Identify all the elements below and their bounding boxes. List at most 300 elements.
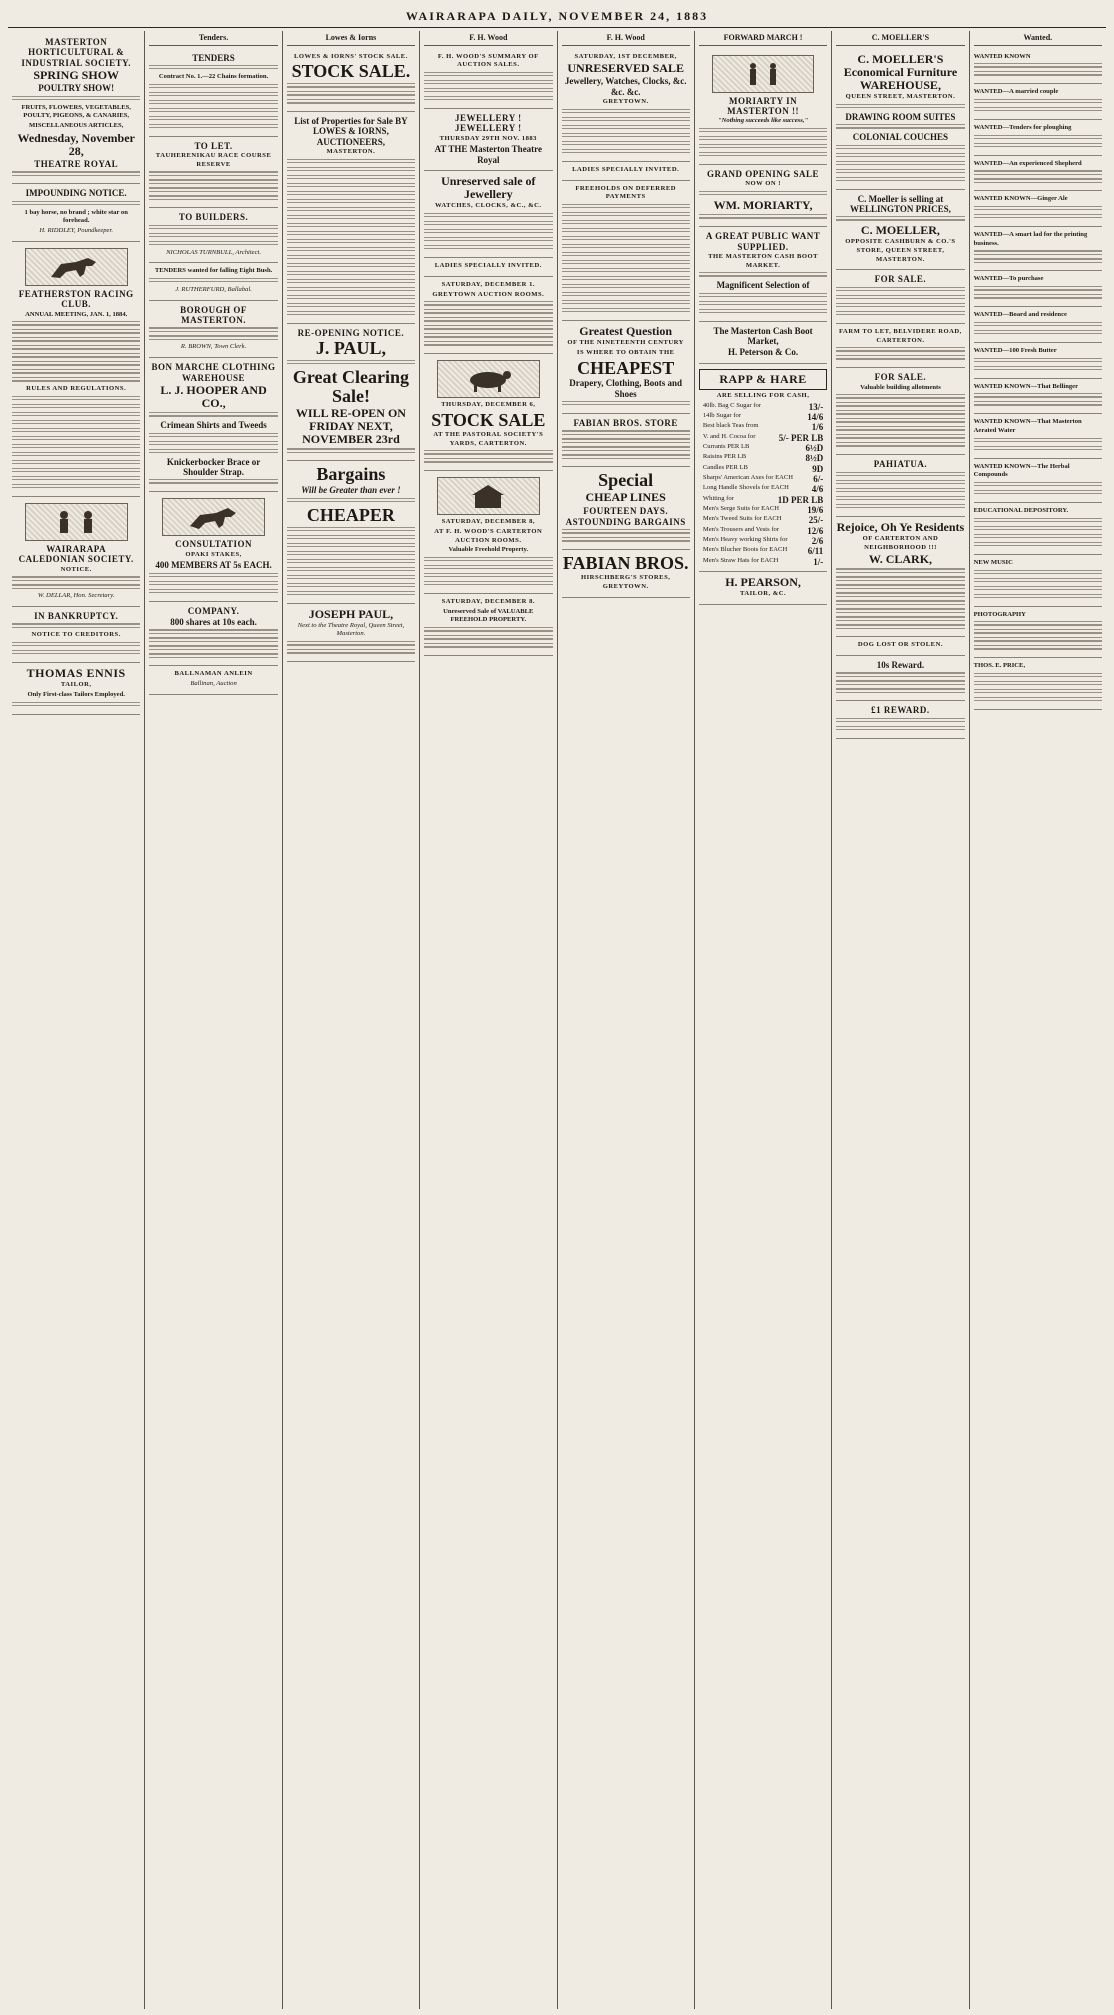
ad-sub: THE MASTERTON CASH BOOT MARKET.: [708, 252, 819, 269]
ad-title: Unreserved sale of Jewellery: [441, 174, 536, 202]
ad-title: WANTED KNOWN—That Bellinger: [973, 382, 1079, 390]
ad-title: LADIES SPECIALLY INVITED.: [572, 165, 680, 173]
text-lines: [836, 410, 964, 416]
text-lines: [287, 641, 415, 647]
text-lines: [12, 476, 140, 482]
text-lines: [836, 434, 964, 440]
text-lines: [12, 436, 140, 442]
text-lines: [12, 396, 140, 402]
text-lines: [12, 96, 140, 102]
ad-body: Only First-class Tailors Employed.: [27, 690, 125, 698]
ad-extra: WILL RE-OPEN ON FRIDAY NEXT, NOVEMBER 23rd: [295, 405, 406, 447]
price-row: [699, 412, 827, 422]
ad-big: L. J. HOOPER AND CO.,: [160, 382, 267, 411]
text-lines: [836, 402, 964, 408]
text-lines: [562, 204, 690, 210]
text-lines: [836, 600, 964, 606]
text-lines: [974, 570, 1102, 576]
text-lines: [562, 276, 690, 282]
joseph-paul-ad: [287, 604, 415, 663]
ad-title: FOR SALE.: [874, 274, 927, 285]
text-lines: [287, 83, 415, 89]
ad-big: CHEAPER: [306, 504, 395, 525]
masthead: [8, 6, 1106, 28]
text-lines: [836, 426, 964, 432]
ad-title: WANTED—Tenders for ploughing: [973, 123, 1072, 131]
ad-title: FARM TO LET, BELVIDERE ROAD, CARTERTON.: [839, 327, 962, 344]
text-lines: [149, 581, 277, 587]
thursday-stock-sale-ad: [424, 354, 552, 471]
price-row: [699, 495, 827, 505]
ad-title: DOG LOST OR STOLEN.: [857, 641, 943, 649]
text-lines: [562, 300, 690, 306]
column-header: C. MOELLER'S: [836, 33, 964, 46]
ad-big: C. MOELLER,: [860, 223, 940, 238]
text-lines: [836, 568, 964, 574]
text-lines: [562, 401, 690, 407]
column-5: [558, 31, 695, 2009]
wanted-ad: [974, 307, 1102, 343]
ad-body: AT THE Masterton Theatre Royal: [434, 144, 543, 165]
text-lines: [836, 504, 964, 510]
price-value: 1/-: [813, 556, 824, 567]
text-lines: [12, 345, 140, 351]
text-lines: [149, 65, 277, 71]
pearson-tailor-ad: [699, 572, 827, 605]
column-6: [695, 31, 832, 2009]
ad-sign: NICHOLAS TURNBULL, Architect.: [166, 248, 261, 256]
wanted-list: [974, 49, 1102, 710]
text-lines: [424, 333, 552, 339]
text-lines: [836, 124, 964, 130]
ad-title: WAIRARAPA CALEDONIAN SOCIETY.: [18, 543, 134, 565]
text-lines: [974, 143, 1102, 149]
text-lines: [287, 311, 415, 317]
ad-body: RULES AND REGULATIONS.: [26, 385, 127, 393]
price-row: [699, 536, 827, 546]
ad-sub: NOTICE.: [60, 565, 92, 573]
text-lines: [699, 272, 827, 278]
unreserved-sale-ad: [562, 49, 690, 162]
text-lines: [149, 124, 277, 130]
text-lines: [12, 412, 140, 418]
price-row: [699, 484, 827, 494]
ad-sub: NOW ON !: [745, 180, 781, 188]
text-lines: [149, 100, 277, 106]
bankruptcy-notice-ad: [12, 607, 140, 663]
text-lines: [699, 136, 827, 142]
ad-title: MASTERTON HORTICULTURAL & INDUSTRIAL SOCIETY.: [21, 37, 132, 68]
price-row: [699, 433, 827, 443]
ad-sub: Jewellery, Watches, Clocks, &c. &c. &c.: [564, 76, 687, 97]
text-lines: [699, 152, 827, 158]
ad-title: FEATHERSTON RACING CLUB.: [18, 288, 134, 310]
column-1: [8, 31, 145, 2009]
price-row: [699, 505, 827, 515]
ad-title: WANTED—Board and residence: [973, 311, 1067, 319]
highland-figures-illustration: [25, 503, 128, 541]
price-value: 9D: [812, 463, 824, 474]
ladies-invited-ad: [424, 258, 552, 277]
text-lines: [562, 236, 690, 242]
ad-title: FABIAN BROS. STORE: [573, 418, 678, 429]
text-lines: [287, 215, 415, 221]
text-lines: [562, 252, 690, 258]
text-lines: [149, 327, 277, 333]
text-lines: [562, 537, 690, 543]
price-value: 1D PER LB: [777, 494, 824, 505]
wanted-ad: [974, 156, 1102, 192]
ad-sub: AT THE PASTORAL SOCIETY'S YARDS, CARTERTON.: [433, 430, 544, 447]
text-lines: [149, 573, 277, 579]
text-lines: [287, 543, 415, 549]
text-lines: [699, 301, 827, 307]
wanted-ad: [974, 607, 1102, 659]
ad-title: The Masterton Cash Boot Market,: [713, 325, 813, 346]
text-lines: [12, 377, 140, 383]
wanted-ad: [974, 459, 1102, 503]
auction-notice-ad: [149, 666, 277, 694]
grand-opening-sale-ad: [699, 165, 827, 227]
ad-title: TO BUILDERS.: [178, 212, 249, 223]
text-lines: [424, 643, 552, 649]
ad-title: PAHIATUA.: [873, 459, 928, 470]
ad-sub: TAILOR, &C.: [739, 590, 787, 598]
column-header: Wanted.: [974, 33, 1102, 46]
price-row: [699, 443, 827, 453]
text-lines: [699, 214, 827, 220]
ad-title: A GREAT PUBLIC WANT SUPPLIED.: [705, 231, 821, 252]
greytown-auction-ad: [424, 277, 552, 354]
bargains-ad: [287, 461, 415, 603]
text-lines: [12, 321, 140, 327]
text-lines: [562, 446, 690, 452]
text-lines: [12, 428, 140, 434]
text-lines: [974, 697, 1102, 703]
ad-extra: MISCELLANEOUS ARTICLES,: [29, 121, 124, 129]
ad-title: COMPANY.: [187, 605, 240, 616]
price-item: Raisins PER LB: [702, 453, 747, 461]
text-lines: [836, 216, 964, 222]
ad-title: TENDERS: [192, 52, 235, 63]
text-lines: [149, 92, 277, 98]
text-lines: [424, 213, 552, 219]
ad-title: WANTED—An experienced Shepherd: [973, 159, 1082, 167]
text-lines: [424, 229, 552, 235]
ad-title: SATURDAY, DECEMBER 8,: [441, 518, 536, 526]
rapp-hare-banner: [699, 369, 827, 390]
ad-sub: Ballinan, Auction: [190, 680, 237, 688]
ad-sub: "Nothing succeeds like success,": [718, 117, 809, 125]
ad-big: 800 shares at 10s each.: [170, 617, 257, 628]
ad-title: TO LET.: [194, 140, 233, 151]
ad-body: TAUHERENIKAU RACE COURSE RESERVE: [155, 151, 272, 168]
ad-title: WANTED KNOWN—That Masterton Aerated Water: [973, 418, 1082, 434]
text-lines: [12, 420, 140, 426]
ad-sub: CHEAP LINES: [585, 490, 666, 505]
ad-title: CONSULTATION: [175, 539, 252, 550]
text-lines: [974, 673, 1102, 679]
text-lines: [562, 454, 690, 460]
text-lines: [836, 624, 964, 630]
for-sale-ad-2: [836, 368, 964, 455]
price-value: 19/6: [807, 504, 824, 515]
text-lines: [836, 496, 964, 502]
text-lines: [562, 308, 690, 314]
text-lines: [974, 401, 1102, 407]
moriarty-ad: [699, 49, 827, 165]
text-lines: [424, 80, 552, 86]
bon-marche-ad: [149, 358, 277, 492]
text-lines: [12, 171, 140, 177]
text-lines: [836, 145, 964, 151]
ad-big: DRAWING ROOM SUITES: [845, 111, 956, 122]
price-row: [699, 474, 827, 484]
text-lines: [562, 133, 690, 139]
text-lines: [424, 245, 552, 251]
ad-body: IS WHERE TO OBTAIN THE: [576, 348, 675, 356]
text-lines: [974, 330, 1102, 336]
text-lines: [287, 567, 415, 573]
text-lines: [12, 468, 140, 474]
text-lines: [149, 187, 277, 193]
rapp-hare-ad: [699, 364, 827, 572]
text-lines: [562, 220, 690, 226]
wanted-ad: [974, 343, 1102, 379]
text-lines: [836, 394, 964, 400]
price-value: 25/-: [808, 515, 824, 526]
text-lines: [699, 144, 827, 150]
ad-body: 1 bay horse, no brand ; white star on forehead.: [24, 208, 128, 225]
text-lines: [974, 393, 1102, 399]
price-value: 4/6: [811, 484, 824, 495]
house-illustration: [437, 477, 540, 515]
text-lines: [974, 518, 1102, 524]
text-lines: [424, 565, 552, 571]
ad-big: STOCK SALE.: [291, 61, 411, 82]
price-item: Men's Blucher Boots for EACH: [702, 546, 788, 554]
text-lines: [287, 295, 415, 301]
price-value: 12/6: [807, 525, 824, 536]
price-value: 2/6: [811, 536, 824, 546]
text-lines: [562, 430, 690, 436]
ad-title: Greatest Question: [579, 323, 673, 338]
company-shares-ad: [149, 602, 277, 667]
text-lines: [836, 718, 964, 724]
ad-sub: ANNUAL MEETING, JAN. 1, 1884.: [25, 310, 128, 318]
text-lines: [974, 135, 1102, 141]
freeholds-ad: [562, 181, 690, 321]
ten-shilling-reward-ad: [836, 656, 964, 701]
text-lines: [699, 309, 827, 315]
price-item: Men's Straw Hats for EACH: [702, 556, 779, 564]
text-lines: [836, 303, 964, 309]
ad-title: NEW MUSIC: [973, 558, 1013, 566]
ad-title: FOR SALE.: [874, 372, 927, 383]
ad-big: Magnificent Selection of: [716, 280, 810, 291]
text-lines: [424, 341, 552, 347]
ad-title: C. MOELLER'S Economical Furniture WAREHOUSE,: [843, 51, 958, 92]
fabian-store-ad: [562, 414, 690, 467]
ad-title: C. Moeller is selling at WELLINGTON PRICES,: [850, 193, 951, 214]
text-lines: [974, 358, 1102, 364]
text-lines: [699, 128, 827, 134]
tenders-ad: [149, 49, 277, 137]
properties-for-sale-ad: [287, 112, 415, 324]
rejoice-carterton-ad: [836, 517, 964, 638]
text-lines: [287, 263, 415, 269]
wanted-ad: [974, 503, 1102, 555]
wanted-ad: [974, 271, 1102, 307]
price-item: Currants PER LB: [702, 442, 750, 450]
to-builders-ad: [149, 208, 277, 263]
greatest-question-ad: [562, 321, 690, 414]
text-lines: [836, 592, 964, 598]
text-lines: [287, 167, 415, 173]
text-lines: [974, 63, 1102, 69]
column-header: F. H. Wood: [562, 33, 690, 46]
text-lines: [836, 672, 964, 678]
text-lines: [836, 418, 964, 424]
text-lines: [974, 294, 1102, 300]
text-lines: [974, 689, 1102, 695]
price-value: 13/-: [808, 401, 824, 412]
text-lines: [287, 303, 415, 309]
text-lines: [562, 260, 690, 266]
text-lines: [836, 616, 964, 622]
text-lines: [12, 337, 140, 343]
ad-title: JOSEPH PAUL,: [308, 606, 394, 621]
ad-title: MORIARTY IN MASTERTON !!: [727, 95, 799, 116]
ad-big: 400 MEMBERS AT 5s EACH.: [155, 560, 272, 571]
text-lines: [974, 71, 1102, 77]
price-value: 6/-: [813, 473, 824, 484]
ad-sub: Valuable building allotments: [860, 383, 941, 391]
text-lines: [836, 584, 964, 590]
text-lines: [699, 293, 827, 299]
text-lines: [974, 178, 1102, 184]
text-lines: [562, 212, 690, 218]
text-lines: [424, 309, 552, 315]
ad-place: THEATRE ROYAL: [34, 159, 119, 170]
text-lines: [149, 233, 277, 239]
text-lines: [562, 228, 690, 234]
text-lines: [12, 452, 140, 458]
dog-lost-ad: [836, 637, 964, 656]
ad-sub: THURSDAY 29TH NOV. 1883: [439, 134, 537, 142]
text-lines: [287, 649, 415, 655]
text-lines: [424, 317, 552, 323]
text-lines: [287, 551, 415, 557]
text-lines: [149, 195, 277, 201]
ad-title: WANTED—100 Fresh Butter: [973, 346, 1057, 354]
masthead-title: WAIRARAPA DAILY, NOVEMBER 24, 1883: [405, 9, 709, 23]
ad-title: TENDERS wanted for falling Eight Bush.: [154, 267, 273, 275]
text-lines: [836, 442, 964, 448]
text-lines: [149, 179, 277, 185]
text-lines: [149, 589, 277, 595]
text-lines: [974, 645, 1102, 651]
price-row: [699, 526, 827, 536]
ad-big: J. PAUL,: [315, 338, 387, 359]
price-item: Men's Serge Suits for EACH: [702, 504, 780, 512]
text-lines: [562, 292, 690, 298]
text-lines: [149, 241, 277, 247]
price-item: Best black Teas from: [702, 422, 759, 430]
text-lines: [836, 688, 964, 694]
text-lines: [974, 286, 1102, 292]
ad-title: FREEHOLDS ON DEFERRED PAYMENTS: [575, 184, 676, 201]
ad-sub: OPPOSITE CASHBURN & CO.'S STORE, QUEEN STREET, MASTERTON.: [845, 238, 956, 263]
borough-notice-ad: [149, 301, 277, 358]
text-lines: [424, 573, 552, 579]
price-item: Men's Trousers and Vests for: [702, 525, 780, 533]
ladies-invited-ad-2: [562, 162, 690, 181]
price-value: 6/11: [807, 546, 824, 557]
ad-extra: ASTOUNDING BARGAINS: [565, 516, 686, 527]
farm-to-let-ad: [836, 324, 964, 368]
ad-title: WANTED KNOWN: [973, 52, 1031, 60]
text-lines: [287, 175, 415, 181]
ad-sub: NOTICE TO CREDITORS.: [31, 631, 121, 639]
wanted-ad: [974, 49, 1102, 85]
text-lines: [836, 161, 964, 167]
ad-big: CHEAPEST: [577, 357, 675, 378]
price-item: Sharps' American Axes for EACH: [702, 473, 794, 481]
ad-body: Contract No. 1.—22 Chains formation.: [158, 72, 269, 80]
horticultural-show-ad: [12, 33, 140, 184]
price-item: Men's Tweed Suits for EACH: [702, 515, 782, 523]
caledonian-society-ad: [12, 497, 140, 607]
text-lines: [287, 199, 415, 205]
column-7: [832, 31, 969, 2009]
ad-sub: MASTERTON.: [326, 148, 376, 156]
text-lines: [424, 458, 552, 464]
text-lines: [424, 96, 552, 102]
text-lines: [562, 141, 690, 147]
ad-title: Bargains: [316, 464, 386, 485]
ad-sub: AT F. H. WOOD'S CARTERTON AUCTION ROOMS.: [434, 527, 543, 544]
text-lines: [974, 258, 1102, 264]
ad-big: W. CLARK,: [868, 552, 933, 567]
text-lines: [424, 237, 552, 243]
price-item: V. and H. Cocoa for: [702, 432, 756, 440]
ad-sub: QUEEN STREET, MASTERTON.: [845, 93, 956, 101]
text-lines: [974, 322, 1102, 328]
text-lines: [562, 438, 690, 444]
wanted-ad: [974, 658, 1102, 710]
ad-big: STOCK SALE: [431, 409, 546, 430]
text-lines: [12, 369, 140, 375]
wanted-ad: [974, 84, 1102, 120]
text-lines: [836, 355, 964, 361]
jewellery-ad: [424, 109, 552, 171]
text-lines: [836, 104, 964, 110]
ad-title: LADIES SPECIALLY INVITED.: [434, 262, 542, 270]
ad-sub: H. Peterson & Co.: [727, 347, 799, 358]
auction-summary-ad: [424, 49, 552, 109]
column-header: Tenders.: [149, 33, 277, 46]
price-item: 40lb. Bag C Sugar for: [702, 401, 761, 409]
ad-title: THOS. E. PRICE,: [973, 662, 1026, 670]
text-lines: [149, 441, 277, 447]
text-lines: [287, 591, 415, 597]
text-lines: [836, 177, 964, 183]
ad-title: RAPP & HARE: [719, 371, 807, 386]
column-3: [283, 31, 420, 2009]
ad-sub: Great Clearing Sale!: [292, 367, 409, 406]
ad-title: WANTED KNOWN—Ginger Ale: [973, 195, 1068, 203]
